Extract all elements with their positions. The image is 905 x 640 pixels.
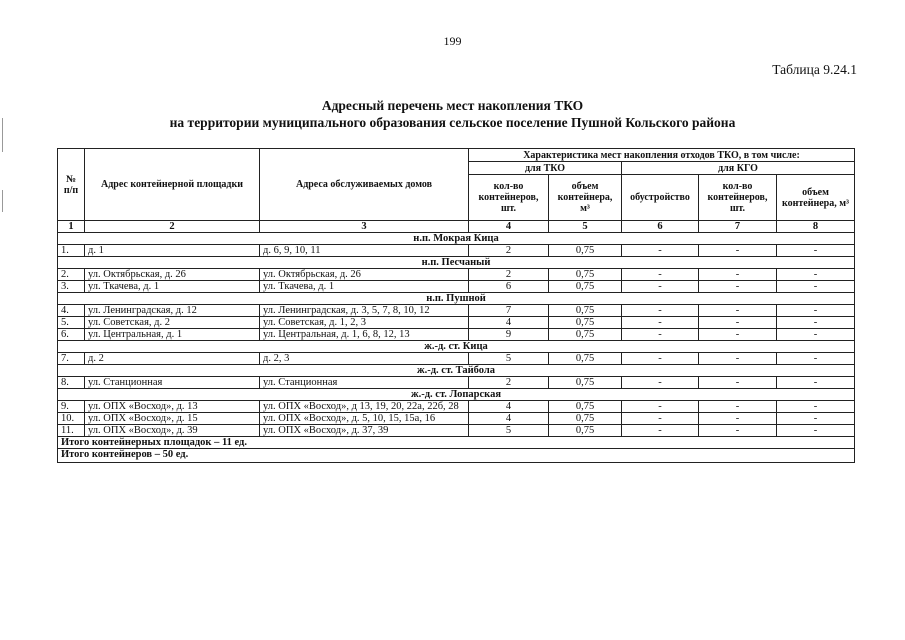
row-number: 10. — [58, 413, 85, 425]
kgo-container-count: - — [699, 305, 777, 317]
tko-container-count: 7 — [469, 305, 549, 317]
row-number: 3. — [58, 281, 85, 293]
kgo-container-volume: - — [777, 425, 855, 437]
kgo-container-count: - — [699, 269, 777, 281]
tko-container-volume: 0,75 — [549, 425, 622, 437]
tko-container-count: 5 — [469, 353, 549, 365]
kgo-arrangement: - — [622, 377, 699, 389]
table-row — [58, 377, 855, 389]
column-number: 6 — [622, 221, 699, 233]
total-containers: Итого контейнеров – 50 ед. — [58, 449, 855, 463]
section-row — [58, 365, 855, 377]
kgo-arrangement: - — [622, 329, 699, 341]
header-kgo-volume: объем контейнера, м³ — [777, 175, 855, 221]
kgo-container-count: - — [699, 353, 777, 365]
table-row — [58, 329, 855, 341]
site-address: ул. Ткачева, д. 1 — [85, 281, 260, 293]
kgo-container-count: - — [699, 401, 777, 413]
section-row — [58, 257, 855, 269]
kgo-container-volume: - — [777, 377, 855, 389]
row-number: 7. — [58, 353, 85, 365]
kgo-arrangement: - — [622, 281, 699, 293]
header-tko-count: кол-во контейнеров, шт. — [469, 175, 549, 221]
site-address: д. 2 — [85, 353, 260, 365]
section-name: ж.-д. ст. Кица — [58, 341, 855, 353]
tko-container-count: 2 — [469, 245, 549, 257]
row-number: 8. — [58, 377, 85, 389]
section-name: н.п. Пушной — [58, 293, 855, 305]
kgo-arrangement: - — [622, 245, 699, 257]
served-houses: д. 2, 3 — [260, 353, 469, 365]
kgo-arrangement: - — [622, 425, 699, 437]
site-address: ул. ОПХ «Восход», д. 13 — [85, 401, 260, 413]
column-number: 4 — [469, 221, 549, 233]
tko-container-count: 4 — [469, 317, 549, 329]
header-no: № п/п — [58, 149, 85, 221]
served-houses: ул. Станционная — [260, 377, 469, 389]
header-address: Адрес контейнерной площадки — [85, 149, 260, 221]
tko-container-volume: 0,75 — [549, 317, 622, 329]
kgo-container-volume: - — [777, 401, 855, 413]
site-address: д. 1 — [85, 245, 260, 257]
column-number-row — [58, 221, 855, 233]
column-number: 3 — [260, 221, 469, 233]
tko-container-count: 4 — [469, 401, 549, 413]
row-number: 4. — [58, 305, 85, 317]
site-address: ул. ОПХ «Восход», д. 15 — [85, 413, 260, 425]
table-row — [58, 413, 855, 425]
header-characteristics: Характеристика мест накопления отходов ТКО, в том числе: — [469, 149, 855, 162]
section-row — [58, 293, 855, 305]
total-containers-row — [58, 449, 855, 463]
container-sites-table — [57, 148, 855, 463]
header-kgo-arrangement: обустройство — [622, 175, 699, 221]
served-houses: ул. Центральная, д. 1, 6, 8, 12, 13 — [260, 329, 469, 341]
kgo-container-volume: - — [777, 245, 855, 257]
served-houses: ул. Советская, д. 1, 2, 3 — [260, 317, 469, 329]
tko-container-volume: 0,75 — [549, 269, 622, 281]
kgo-arrangement: - — [622, 269, 699, 281]
kgo-container-volume: - — [777, 329, 855, 341]
kgo-container-volume: - — [777, 413, 855, 425]
table-row — [58, 269, 855, 281]
tko-container-volume: 0,75 — [549, 305, 622, 317]
scan-margin-mark — [2, 190, 3, 212]
tko-container-count: 5 — [469, 425, 549, 437]
section-name: н.п. Песчаный — [58, 257, 855, 269]
kgo-arrangement: - — [622, 317, 699, 329]
kgo-container-volume: - — [777, 305, 855, 317]
tko-container-volume: 0,75 — [549, 401, 622, 413]
served-houses: ул. Ленинградская, д. 3, 5, 7, 8, 10, 12 — [260, 305, 469, 317]
table-row — [58, 281, 855, 293]
kgo-arrangement: - — [622, 413, 699, 425]
kgo-container-volume: - — [777, 269, 855, 281]
document-title — [0, 97, 905, 131]
kgo-container-count: - — [699, 377, 777, 389]
served-houses: ул. ОПХ «Восход», д 13, 19, 20, 22а, 22б, 28 — [260, 401, 469, 413]
tko-container-volume: 0,75 — [549, 245, 622, 257]
section-name: н.п. Мокрая Кица — [58, 233, 855, 245]
site-address: ул. Советская, д. 2 — [85, 317, 260, 329]
column-number: 1 — [58, 221, 85, 233]
tko-container-volume: 0,75 — [549, 281, 622, 293]
scan-margin-mark — [2, 118, 3, 152]
row-number: 1. — [58, 245, 85, 257]
tko-container-volume: 0,75 — [549, 329, 622, 341]
served-houses: д. 6, 9, 10, 11 — [260, 245, 469, 257]
column-number: 7 — [699, 221, 777, 233]
served-houses: ул. Октябрьская, д. 26 — [260, 269, 469, 281]
served-houses: ул. ОПХ «Восход», д. 37, 39 — [260, 425, 469, 437]
title-line-2: на территории муниципального образования сельское поселение Пушной Кольского района — [169, 115, 736, 130]
title-line-1: Адресный перечень мест накопления ТКО — [321, 98, 584, 113]
kgo-arrangement: - — [622, 353, 699, 365]
kgo-container-count: - — [699, 245, 777, 257]
column-number: 5 — [549, 221, 622, 233]
row-number: 5. — [58, 317, 85, 329]
header-for-kgo: для КГО — [622, 162, 855, 175]
site-address: ул. ОПХ «Восход», д. 39 — [85, 425, 260, 437]
tko-container-count: 6 — [469, 281, 549, 293]
kgo-container-volume: - — [777, 353, 855, 365]
section-name: ж.-д. ст. Лопарская — [58, 389, 855, 401]
kgo-arrangement: - — [622, 305, 699, 317]
row-number: 2. — [58, 269, 85, 281]
site-address: ул. Центральная, д. 1 — [85, 329, 260, 341]
tko-container-volume: 0,75 — [549, 413, 622, 425]
table-row — [58, 425, 855, 437]
site-address: ул. Ленинградская, д. 12 — [85, 305, 260, 317]
served-houses: ул. ОПХ «Восход», д. 5, 10, 15, 15а, 16 — [260, 413, 469, 425]
kgo-container-volume: - — [777, 317, 855, 329]
tko-container-volume: 0,75 — [549, 353, 622, 365]
column-number: 2 — [85, 221, 260, 233]
table-row — [58, 245, 855, 257]
served-houses: ул. Ткачева, д. 1 — [260, 281, 469, 293]
table-row — [58, 305, 855, 317]
kgo-container-count: - — [699, 281, 777, 293]
header-kgo-count: кол-во контейнеров, шт. — [699, 175, 777, 221]
tko-container-count: 9 — [469, 329, 549, 341]
table-row — [58, 353, 855, 365]
tko-container-volume: 0,75 — [549, 377, 622, 389]
header-tko-volume: объем контейнера, м³ — [549, 175, 622, 221]
total-sites-row — [58, 437, 855, 449]
header-served: Адреса обслуживаемых домов — [260, 149, 469, 221]
header-for-tko: для ТКО — [469, 162, 622, 175]
table-row — [58, 317, 855, 329]
section-row — [58, 389, 855, 401]
kgo-container-count: - — [699, 329, 777, 341]
row-number: 9. — [58, 401, 85, 413]
site-address: ул. Октябрьская, д. 26 — [85, 269, 260, 281]
kgo-container-volume: - — [777, 281, 855, 293]
kgo-container-count: - — [699, 413, 777, 425]
table-label: Таблица 9.24.1 — [772, 62, 857, 77]
kgo-container-count: - — [699, 425, 777, 437]
tko-container-count: 2 — [469, 377, 549, 389]
page-number: 199 — [443, 34, 462, 48]
row-number: 6. — [58, 329, 85, 341]
section-name: ж.-д. ст. Тайбола — [58, 365, 855, 377]
kgo-container-count: - — [699, 317, 777, 329]
row-number: 11. — [58, 425, 85, 437]
section-row — [58, 233, 855, 245]
tko-container-count: 2 — [469, 269, 549, 281]
table-row — [58, 401, 855, 413]
site-address: ул. Станционная — [85, 377, 260, 389]
tko-container-count: 4 — [469, 413, 549, 425]
kgo-arrangement: - — [622, 401, 699, 413]
column-number: 8 — [777, 221, 855, 233]
total-sites: Итого контейнерных площадок – 11 ед. — [58, 437, 855, 449]
section-row — [58, 341, 855, 353]
